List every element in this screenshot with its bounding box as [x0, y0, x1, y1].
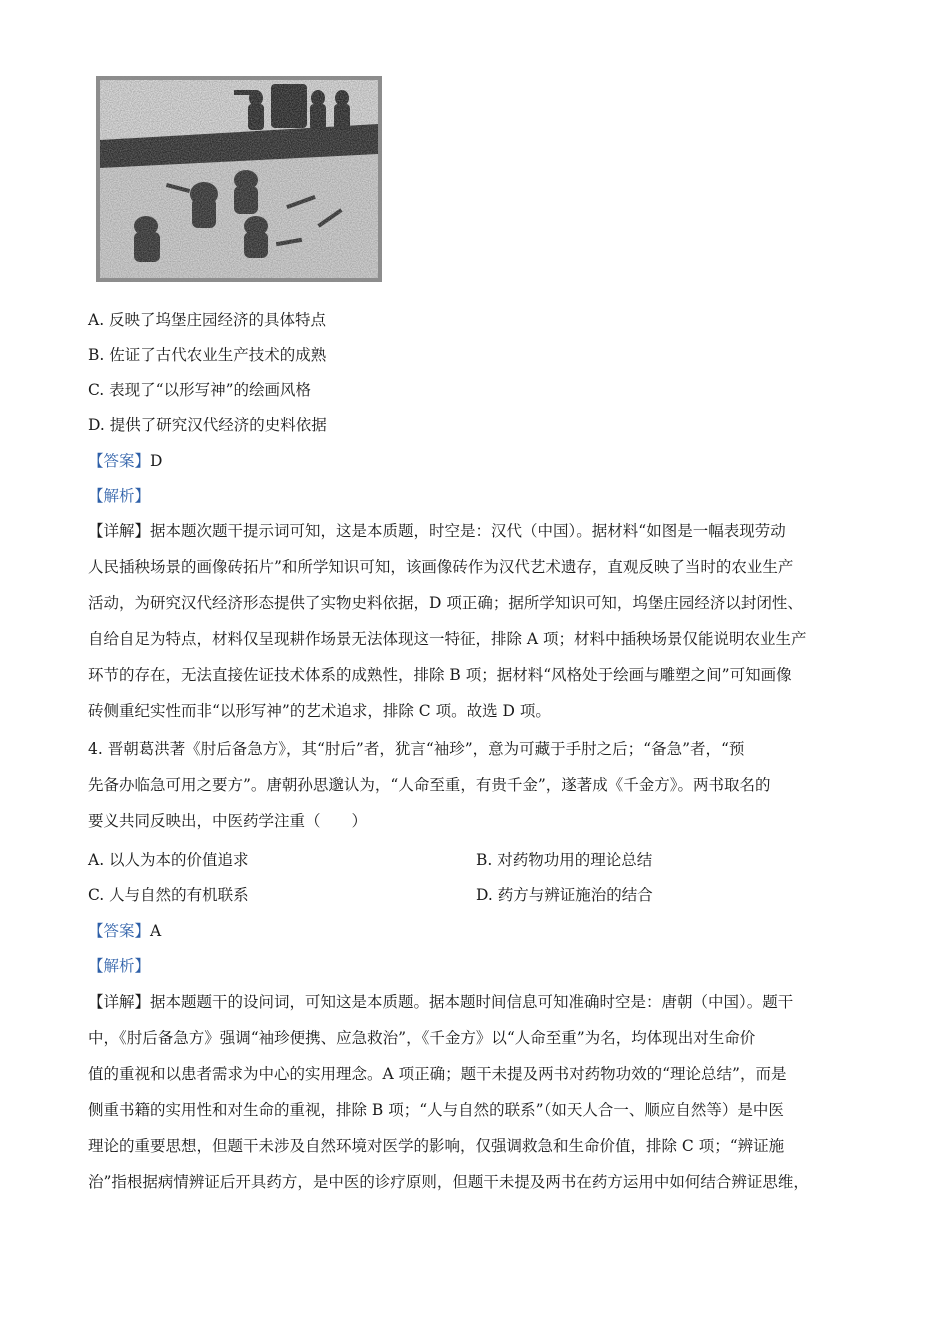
q4-detail-line-4: 侧重书籍的实用性和对生命的重视，排除 B 项；“人与自然的联系”（如天人合一、顺应自然等）是中医 [88, 1101, 784, 1119]
answer-value: D [150, 452, 163, 470]
detail-text: 据本题次题干提示词可知，这是本质题，时空是：汉代（中国）。据材料“如图是一幅表现劳动 [150, 522, 786, 540]
q3-detail-line-5: 环节的存在，无法直接佐证技术体系的成熟性，排除 B 项；据材料“风格处于绘画与雕塑之间”可知画像 [88, 666, 792, 684]
q4-stem-line-3: 要义共同反映出，中医药学注重（ ） [88, 812, 368, 830]
q3-answer [88, 450, 162, 472]
detail-text: 据本题题干的设问词，可知这是本质题。据本题时间信息可知准确时空是：唐朝（中国）。题干 [150, 993, 794, 1011]
q4-detail-line-3: 值的重视和以患者需求为中心的实用理念。A 项正确；题干未提及两书对药物功效的“理论总结”，而是 [88, 1065, 787, 1083]
q3-option-a: A. 反映了坞堡庄园经济的具体特点 [88, 311, 327, 329]
q3-detail-line-3: 活动，为研究汉代经济形态提供了实物史料依据，D 项正确；据所学知识可知，坞堡庄园经济以封闭性、 [88, 594, 803, 612]
q4-detail-line-1 [88, 991, 793, 1013]
q4-answer [88, 920, 161, 942]
q4-stem-line-2: 先备办临急可用之要方”。唐朝孙思邈认为，“人命至重，有贵千金”，遂著成《千金方》。两书取名的 [88, 776, 771, 794]
q4-analysis-label: 【解析】 [88, 957, 151, 975]
q3-option-d: D. 提供了研究汉代经济的史料依据 [88, 416, 327, 434]
answer-label: 【答案】 [88, 922, 151, 940]
q3-option-c: C. 表现了“以形写神”的绘画风格 [88, 381, 312, 399]
answer-label: 【答案】 [88, 452, 151, 470]
q3-option-b: B. 佐证了古代农业生产技术的成熟 [88, 346, 327, 364]
q4-detail-line-5: 理论的重要思想，但题干未涉及自然环境对医学的影响，仅强调救急和生命价值，排除 C 项；“辨证施 [88, 1137, 785, 1155]
q4-option-c: C. 人与自然的有机联系 [88, 886, 249, 904]
q4-detail-line-2: 中，《肘后备急方》强调“袖珍便携、应急救治”，《千金方》以“人命至重”为名，均体现出对生命价 [88, 1029, 756, 1047]
q3-analysis-label: 【解析】 [88, 487, 151, 505]
q4-option-d: D. 药方与辨证施治的结合 [476, 886, 653, 904]
q3-detail-line-1 [88, 520, 786, 542]
detail-label: 【详解】 [88, 993, 151, 1011]
q4-option-a: A. 以人为本的价值追求 [88, 851, 249, 869]
q3-detail-line-4: 自给自足为特点，材料仅呈现耕作场景无法体现这一特征，排除 A 项；材料中插秧场景仅能说明农业生产 [88, 630, 807, 648]
q4-option-b: B. 对药物功用的理论总结 [476, 851, 653, 869]
q4-detail-line-6: 治”指根据病情辨证后开具药方，是中医的诊疗原则，但题干未提及两书在药方运用中如何结合辨证思维， [88, 1173, 809, 1191]
answer-value: A [150, 922, 162, 940]
q4-stem-line-1: 4. 晋朝葛洪著《肘后备急方》，其“肘后”者，犹言“袖珍”，意为可藏于手肘之后；“备急”者，“预 [88, 740, 745, 758]
rubbing-image [96, 76, 382, 282]
q3-detail-line-2: 人民插秧场景的画像砖拓片”和所学知识可知，该画像砖作为汉代艺术遗存，直观反映了当时的农业生产 [88, 558, 794, 576]
q3-detail-line-6: 砖侧重纪实性而非“以形写神”的艺术追求，排除 C 项。故选 D 项。 [88, 702, 551, 720]
detail-label: 【详解】 [88, 522, 151, 540]
